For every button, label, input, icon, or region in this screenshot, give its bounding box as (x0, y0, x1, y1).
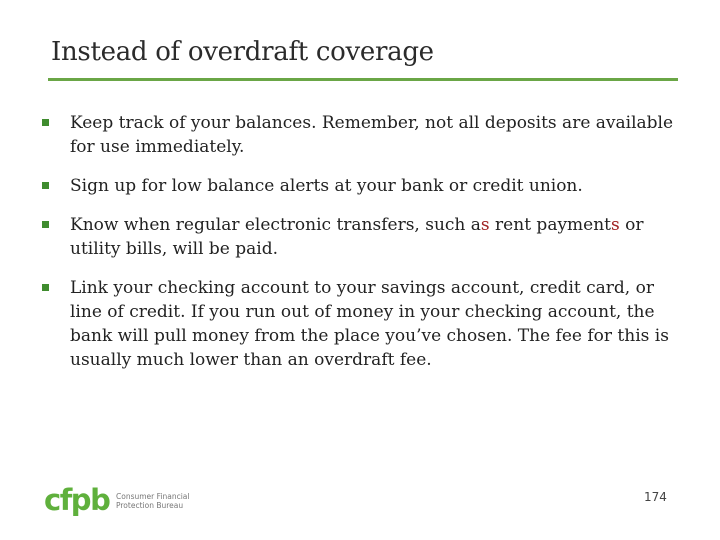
bullet-text-part: Know when regular electronic transfers, such a (70, 215, 481, 235)
bullet-text (70, 215, 644, 259)
square-bullet-icon (42, 182, 49, 189)
bullet-list (42, 111, 682, 387)
highlighted-letter: s (611, 215, 620, 235)
bullet-item (42, 276, 682, 372)
bullet-text-part: rent payment (489, 215, 612, 235)
bullet-item (42, 111, 682, 159)
square-bullet-icon (42, 284, 49, 291)
square-bullet-icon (42, 119, 49, 126)
slide-title: Instead of overdraft coverage (51, 37, 434, 67)
bullet-text: Keep track of your balances. Remember, not all deposits are available for use immediately. (70, 113, 674, 157)
title-divider (48, 78, 678, 81)
logo-subtitle-line: Protection Bureau (116, 501, 184, 510)
logo-wordmark: cfpb (44, 483, 110, 517)
bullet-text: Sign up for low balance alerts at your bank or credit union. (70, 176, 583, 196)
bullet-text: Link your checking account to your savings account, credit card, or line of credit. If you run out of money in your checking account, the bank will pull money from the place you’ve chosen. The fee for this is usually much lower than an overdraft fee. (70, 278, 669, 370)
square-bullet-icon (42, 221, 49, 228)
bullet-item (42, 174, 682, 198)
logo-subtitle-line: Consumer Financial (116, 492, 190, 501)
page-number: 174 (644, 490, 667, 504)
logo-subtitle (116, 492, 189, 510)
cfpb-logo (44, 483, 204, 518)
highlighted-letter: s (480, 215, 490, 235)
bullet-item (42, 213, 682, 261)
bullet-text-part: or utility bills, will be paid. (70, 215, 644, 259)
